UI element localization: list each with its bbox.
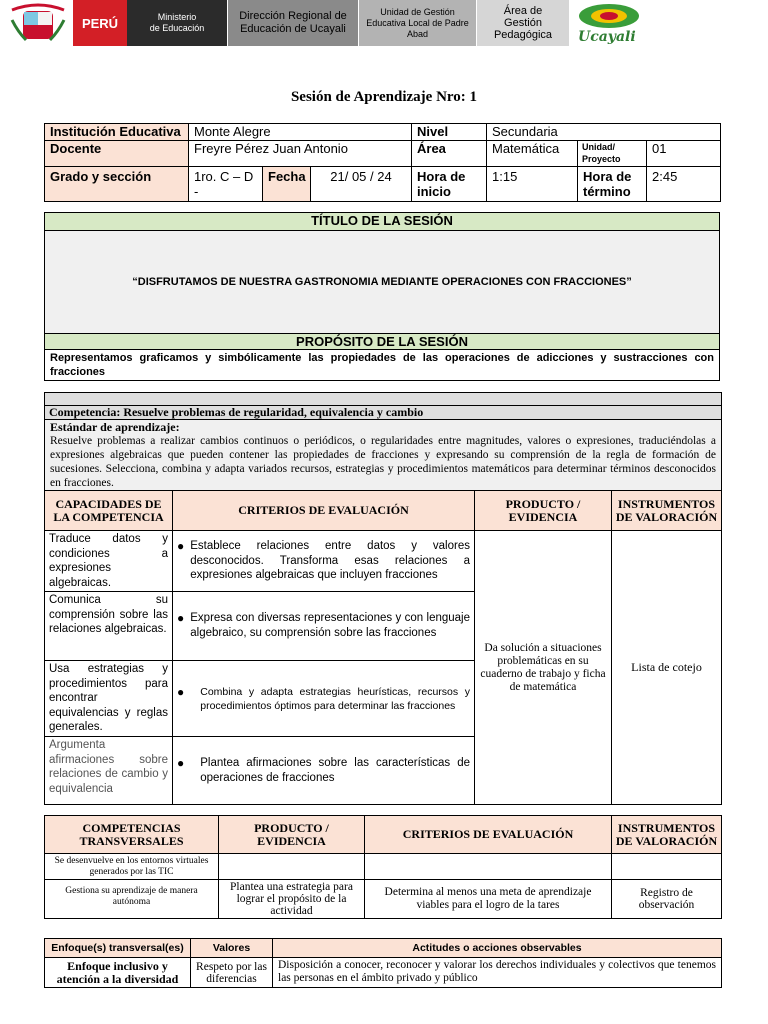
transversales-table <box>44 815 722 919</box>
col-competencias-transversales: COMPETENCIAS TRANSVERSALES <box>45 816 219 854</box>
nivel-value: Secundaria <box>487 124 721 141</box>
docente-value: Freyre Pérez Juan Antonio <box>189 141 412 167</box>
transversal-criterio-2: Determina al menos una meta de aprendizaje viables para el logro de la tares <box>365 880 612 919</box>
hora-termino-label: Hora de término <box>578 167 647 202</box>
col-capacidades: CAPACIDADES DE LA COMPETENCIA <box>45 491 173 531</box>
page-title: Sesión de Aprendizaje Nro: 1 <box>290 89 478 105</box>
criterio-cell: ● Plantea afirmaciones sobre las características de operaciones de fracciones <box>173 737 475 805</box>
agp-logo: Área de Gestión Pedagógica <box>477 0 569 46</box>
actitud-value: Disposición a conocer, reconocer y valorar los derechos individuales y colectivos que tenemos las personas en el ámbito privado y público <box>273 958 722 988</box>
capacidad-cell: Traduce datos y condiciones a expresiones algebraicas. <box>45 531 173 592</box>
grado-label: Grado y sección <box>45 167 189 202</box>
hora-inicio-value: 1:15 <box>487 167 578 202</box>
col-criterios-transversal: CRITERIOS DE EVALUACIÓN <box>365 816 612 854</box>
competencia-spacer <box>45 393 722 406</box>
dre-logo: Dirección Regional de Educación de Ucayali <box>228 0 358 46</box>
ugel-logo: Unidad de Gestión Educativa Local de Padre Abad <box>359 0 476 46</box>
inst-value: Monte Alegre <box>189 124 412 141</box>
titulo-header: TÍTULO DE LA SESIÓN <box>45 213 720 231</box>
competencia-title: Competencia: Resuelve problemas de regularidad, equivalencia y cambio <box>45 406 722 420</box>
hora-inicio-label: Hora de inicio <box>412 167 487 202</box>
grado-value: 1ro. C – D - <box>189 167 263 202</box>
estandar-label: Estándar de aprendizaje: <box>50 420 180 434</box>
area-value: Matemática <box>487 141 578 167</box>
hora-termino-value: 2:45 <box>647 167 721 202</box>
titulo-text: “DISFRUTAMOS DE NUESTRA GASTRONOMIA MEDIANTE OPERACIONES CON FRACCIONES” <box>45 231 720 334</box>
col-producto: PRODUCTO / EVIDENCIA <box>475 491 612 531</box>
bullet-icon: ● <box>177 755 185 770</box>
bullet-icon: ● <box>177 611 185 625</box>
bullet-icon: ● <box>177 539 185 554</box>
inst-label: Institución Educativa <box>45 124 189 141</box>
fecha-value: 21/ 05 / 24 <box>311 167 412 202</box>
transversal-producto-2: Plantea una estrategia para lograr el propósito de la actividad <box>219 880 365 919</box>
info-table <box>44 123 721 202</box>
transversal-competencia-1: Se desenvuelve en los entornos virtuales generados por las TIC <box>45 854 219 880</box>
transversal-competencia-2: Gestiona su aprendizaje de manera autónoma <box>45 880 219 919</box>
col-actitudes: Actitudes o acciones observables <box>273 939 722 958</box>
unidad-value: 01 <box>647 141 721 167</box>
transversal-instrumento-2: Registro de observación <box>612 880 722 919</box>
col-valores: Valores <box>191 939 273 958</box>
competencia-table <box>44 392 722 805</box>
transversal-criterio-1 <box>365 854 612 880</box>
fecha-label: Fecha <box>263 167 311 202</box>
estandar-cell <box>45 420 722 491</box>
criterio-cell: ● Combina y adapta estrategias heurísticas, recursos y procedimientos óptimos para determinar las fracciones <box>173 661 475 737</box>
col-producto-transversal: PRODUCTO / EVIDENCIA <box>219 816 365 854</box>
proposito-text: Representamos graficamos y simbólicamente las propiedades de las operaciones de adicciones y sustracciones con fracciones <box>45 350 720 381</box>
titulo-table <box>44 212 720 381</box>
capacidad-cell: Argumenta afirmaciones sobre relaciones de cambio y equivalencia <box>45 737 173 805</box>
producto-cell: Da solución a situaciones problemáticas en su cuaderno de trabajo y ficha de matemática <box>475 531 612 805</box>
transversal-producto-1 <box>219 854 365 880</box>
page-header <box>0 0 768 48</box>
criterio-cell: ● Expresa con diversas representaciones y con lenguaje algebraico, su comprensión sobre las fracciones <box>173 592 475 661</box>
unidad-label: Unidad/ Proyecto <box>578 141 647 167</box>
criterio-cell: ● Establece relaciones entre datos y valores desconocidos. Transforma esas relaciones a expresiones algebraicas que incluyen fracciones <box>173 531 475 592</box>
proposito-header: PROPÓSITO DE LA SESIÓN <box>45 334 720 350</box>
instrumento-cell: Lista de cotejo <box>612 531 722 805</box>
col-instrumentos: INSTRUMENTOS DE VALORACIÓN <box>612 491 722 531</box>
col-instrumentos-transversal: INSTRUMENTOS DE VALORACIÓN <box>612 816 722 854</box>
peru-logo: PERÚ <box>73 0 127 46</box>
area-label: Área <box>412 141 487 167</box>
enfoque-table <box>44 938 722 988</box>
capacidad-cell: Usa estrategias y procedimientos para encontrar equivalencias y reglas generales. <box>45 661 173 737</box>
col-enfoque: Enfoque(s) transversal(es) <box>45 939 191 958</box>
nivel-label: Nivel <box>412 124 487 141</box>
enfoque-value: Enfoque inclusivo y atención a la diversidad <box>45 958 191 988</box>
docente-label: Docente <box>45 141 189 167</box>
minedu-logo: Ministerio de Educación <box>127 0 227 46</box>
capacidad-cell: Comunica su comprensión sobre las relaciones algebraicas. <box>45 592 173 661</box>
col-criterios: CRITERIOS DE EVALUACIÓN <box>173 491 475 531</box>
ucayali-logo: Ucayali <box>574 2 644 46</box>
peru-coat-of-arms-icon <box>4 2 72 46</box>
estandar-text: Resuelve problemas a realizar cambios continuos o periódicos, o regularidades entre magnitudes, valores o expresiones, traduciéndolas a expresiones algebraicas que pueden contener las propiedades de fracciones y expresando su comprensión de la regla de formación de sucesiones. Selecciona, combina y adapta variados recursos, estrategias y procedimientos matemáticos para determinar términos desconocidos en fracciones. <box>50 435 716 489</box>
valor-value: Respeto por las diferencias <box>191 958 273 988</box>
bullet-icon: ● <box>177 684 185 699</box>
transversal-instrumento-1 <box>612 854 722 880</box>
